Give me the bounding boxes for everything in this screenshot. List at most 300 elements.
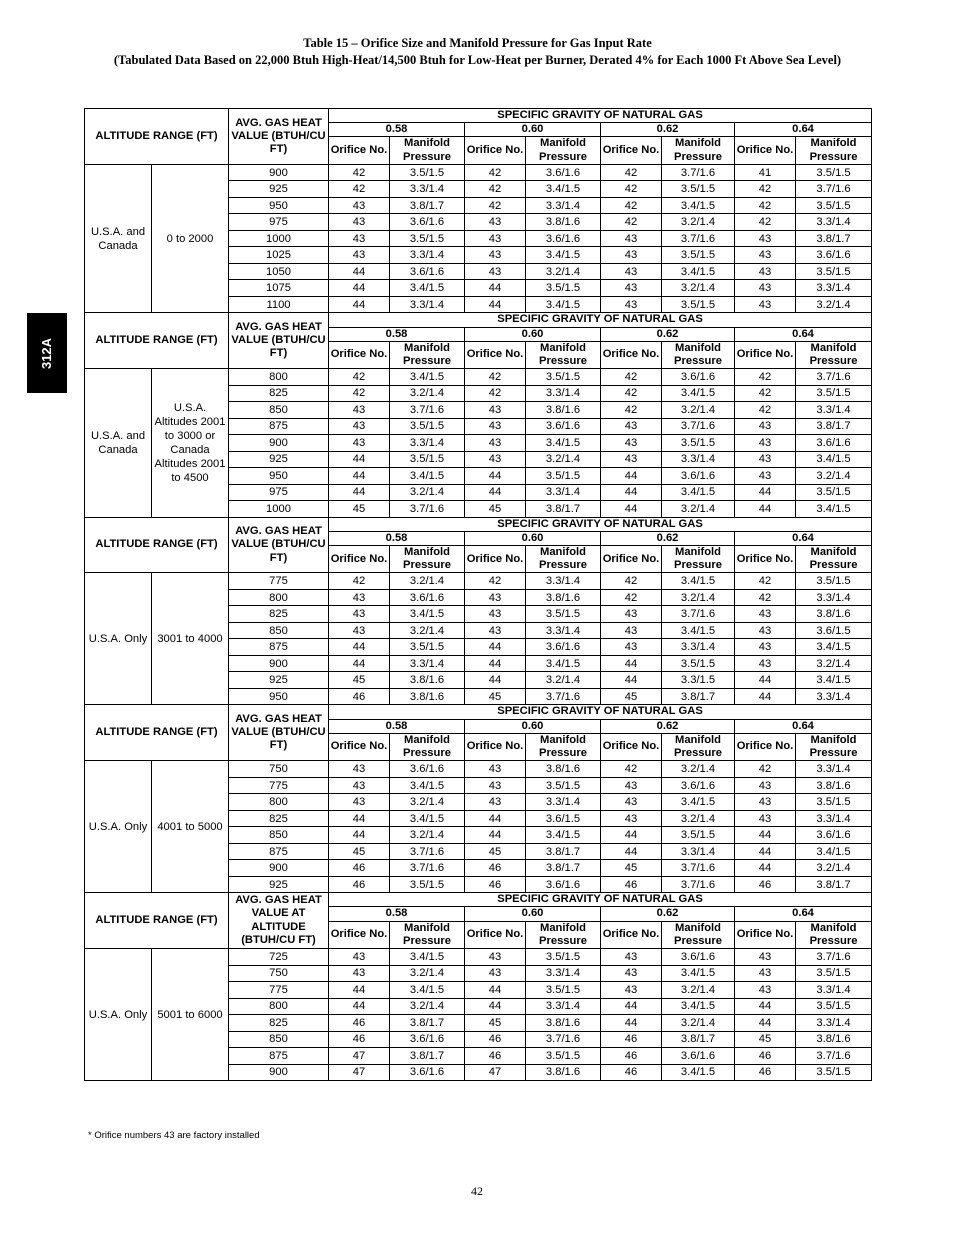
manifold-cell: 3.8/1.6 [526, 214, 601, 231]
manifold-cell: 3.2/1.4 [526, 451, 601, 468]
manifold-cell: 3.8/1.6 [796, 1031, 872, 1048]
manifold-cell: 3.6/1.5 [526, 810, 601, 827]
specific-gravity-header: SPECIFIC GRAVITY OF NATURAL GAS [329, 893, 872, 907]
orifice-header: Orifice No. [329, 921, 390, 948]
orifice-cell: 45 [465, 1015, 526, 1032]
orifice-cell: 43 [329, 777, 390, 794]
orifice-header: Orifice No. [601, 733, 662, 760]
orifice-cell: 44 [465, 296, 526, 313]
manifold-cell: 3.3/1.4 [390, 181, 465, 198]
manifold-cell: 3.4/1.5 [526, 247, 601, 264]
orifice-cell: 43 [329, 435, 390, 452]
manifold-cell: 3.6/1.6 [390, 761, 465, 778]
orifice-header: Orifice No. [735, 733, 796, 760]
altitude-range-header: ALTITUDE RANGE (FT) [85, 893, 229, 949]
manifold-cell: 3.2/1.4 [796, 655, 872, 672]
manifold-cell: 3.7/1.6 [526, 688, 601, 705]
orifice-cell: 45 [329, 672, 390, 689]
altitude-range-header: ALTITUDE RANGE (FT) [85, 109, 229, 165]
orifice-cell: 42 [601, 181, 662, 198]
manifold-cell: 3.4/1.5 [662, 197, 735, 214]
manifold-cell: 3.6/1.6 [662, 369, 735, 386]
orifice-cell: 42 [735, 369, 796, 386]
manifold-cell: 3.8/1.7 [796, 876, 872, 893]
heat-value-cell: 775 [229, 982, 329, 999]
heat-value-cell: 750 [229, 761, 329, 778]
manifold-cell: 3.7/1.6 [796, 949, 872, 966]
manifold-cell: 3.6/1.6 [796, 435, 872, 452]
orifice-cell: 44 [735, 860, 796, 877]
orifice-cell: 43 [329, 197, 390, 214]
gravity-header: 0.64 [735, 327, 872, 341]
orifice-cell: 43 [465, 214, 526, 231]
manifold-cell: 3.3/1.5 [662, 672, 735, 689]
orifice-cell: 46 [735, 1048, 796, 1065]
orifice-cell: 43 [329, 761, 390, 778]
orifice-cell: 45 [465, 843, 526, 860]
orifice-cell: 41 [735, 164, 796, 181]
orifice-cell: 43 [329, 606, 390, 623]
orifice-cell: 43 [329, 247, 390, 264]
heat-value-cell: 800 [229, 794, 329, 811]
orifice-cell: 43 [601, 777, 662, 794]
orifice-header: Orifice No. [329, 341, 390, 368]
orifice-cell: 42 [735, 402, 796, 419]
manifold-cell: 3.8/1.6 [526, 1015, 601, 1032]
gravity-header: 0.58 [329, 719, 465, 733]
orifice-cell: 42 [601, 402, 662, 419]
orifice-cell: 45 [329, 843, 390, 860]
orifice-cell: 44 [735, 484, 796, 501]
orifice-cell: 44 [465, 672, 526, 689]
heat-value-cell: 1000 [229, 230, 329, 247]
heat-value-cell: 850 [229, 827, 329, 844]
orifice-cell: 42 [465, 164, 526, 181]
manifold-cell: 3.3/1.4 [526, 484, 601, 501]
orifice-cell: 43 [329, 965, 390, 982]
page-number: 42 [471, 1184, 483, 1198]
manifold-cell: 3.4/1.5 [662, 965, 735, 982]
altitude-range-cell: U.S.A. Altitudes 2001 to 3000 or Canada Altitudes 2001 to 4500 [152, 369, 229, 518]
orifice-cell: 43 [329, 418, 390, 435]
manifold-cell: 3.2/1.4 [526, 263, 601, 280]
manifold-cell: 3.5/1.5 [526, 468, 601, 485]
orifice-cell: 42 [465, 385, 526, 402]
section-header-row [85, 517, 872, 531]
orifice-cell: 43 [465, 606, 526, 623]
manifold-cell: 3.5/1.5 [662, 247, 735, 264]
orifice-cell: 43 [465, 263, 526, 280]
orifice-cell: 43 [601, 949, 662, 966]
manifold-cell: 3.6/1.6 [796, 827, 872, 844]
orifice-cell: 43 [735, 949, 796, 966]
orifice-cell: 43 [735, 418, 796, 435]
region-cell: U.S.A. Only [85, 573, 152, 705]
region-cell: U.S.A. and Canada [85, 369, 152, 518]
manifold-cell: 3.3/1.4 [662, 451, 735, 468]
heat-value-cell: 1000 [229, 501, 329, 518]
manifold-header: Manifold Pressure [526, 341, 601, 368]
heat-value-cell: 775 [229, 573, 329, 590]
table-row [85, 369, 872, 386]
heat-value-cell: 875 [229, 843, 329, 860]
orifice-cell: 44 [735, 688, 796, 705]
manifold-cell: 3.3/1.4 [526, 965, 601, 982]
manifold-cell: 3.4/1.5 [390, 949, 465, 966]
orifice-cell: 43 [735, 468, 796, 485]
manifold-cell: 3.5/1.5 [390, 230, 465, 247]
manifold-cell: 3.3/1.4 [390, 247, 465, 264]
manifold-cell: 3.2/1.4 [662, 810, 735, 827]
orifice-cell: 44 [601, 672, 662, 689]
table-title-line1: Table 15 – Orifice Size and Manifold Pressure for Gas Input Rate [303, 36, 652, 50]
orifice-header: Orifice No. [601, 341, 662, 368]
manifold-cell: 3.6/1.5 [796, 622, 872, 639]
manifold-header: Manifold Pressure [796, 546, 872, 573]
orifice-cell: 44 [601, 827, 662, 844]
gravity-header: 0.60 [465, 907, 601, 921]
orifice-cell: 43 [601, 982, 662, 999]
heat-value-cell: 800 [229, 998, 329, 1015]
manifold-cell: 3.8/1.7 [526, 843, 601, 860]
manifold-cell: 3.8/1.6 [796, 606, 872, 623]
manifold-cell: 3.3/1.4 [796, 810, 872, 827]
manifold-cell: 3.5/1.5 [526, 369, 601, 386]
manifold-cell: 3.4/1.5 [662, 998, 735, 1015]
manifold-cell: 3.5/1.5 [796, 965, 872, 982]
manifold-cell: 3.8/1.7 [526, 860, 601, 877]
heat-value-cell: 825 [229, 606, 329, 623]
altitude-range-header: ALTITUDE RANGE (FT) [85, 705, 229, 761]
manifold-cell: 3.4/1.5 [662, 794, 735, 811]
section-header-row [85, 313, 872, 327]
orifice-cell: 45 [329, 501, 390, 518]
manifold-cell: 3.5/1.5 [526, 949, 601, 966]
orifice-cell: 44 [465, 484, 526, 501]
manifold-cell: 3.5/1.5 [390, 639, 465, 656]
orifice-cell: 44 [601, 843, 662, 860]
table-row [85, 949, 872, 966]
orifice-cell: 44 [465, 998, 526, 1015]
heat-value-header: AVG. GAS HEAT VALUE (BTUH/CU FT) [229, 313, 329, 369]
orifice-cell: 44 [465, 655, 526, 672]
orifice-cell: 43 [735, 982, 796, 999]
manifold-cell: 3.6/1.6 [526, 230, 601, 247]
heat-value-cell: 900 [229, 1064, 329, 1081]
manifold-cell: 3.2/1.4 [390, 385, 465, 402]
manifold-header: Manifold Pressure [390, 546, 465, 573]
manifold-cell: 3.2/1.4 [796, 468, 872, 485]
orifice-cell: 45 [601, 860, 662, 877]
orifice-cell: 43 [465, 435, 526, 452]
orifice-cell: 43 [601, 247, 662, 264]
orifice-cell: 46 [465, 1048, 526, 1065]
heat-value-cell: 1100 [229, 296, 329, 313]
manifold-cell: 3.5/1.5 [796, 263, 872, 280]
orifice-cell: 42 [465, 181, 526, 198]
manifold-cell: 3.6/1.6 [662, 468, 735, 485]
side-tab [27, 313, 67, 393]
manifold-cell: 3.2/1.4 [796, 860, 872, 877]
manifold-cell: 3.6/1.6 [662, 777, 735, 794]
orifice-header: Orifice No. [735, 341, 796, 368]
orifice-cell: 44 [329, 982, 390, 999]
manifold-cell: 3.8/1.6 [526, 589, 601, 606]
orifice-cell: 42 [735, 589, 796, 606]
orifice-cell: 43 [465, 794, 526, 811]
heat-value-cell: 900 [229, 860, 329, 877]
orifice-header: Orifice No. [329, 733, 390, 760]
gravity-header: 0.60 [465, 123, 601, 137]
manifold-cell: 3.3/1.4 [796, 761, 872, 778]
manifold-header: Manifold Pressure [796, 137, 872, 164]
orifice-cell: 43 [735, 280, 796, 297]
orifice-cell: 43 [735, 810, 796, 827]
manifold-cell: 3.2/1.4 [390, 827, 465, 844]
manifold-header: Manifold Pressure [526, 921, 601, 948]
manifold-cell: 3.8/1.7 [526, 501, 601, 518]
orifice-cell: 44 [735, 1015, 796, 1032]
manifold-cell: 3.5/1.5 [526, 982, 601, 999]
manifold-cell: 3.4/1.5 [662, 573, 735, 590]
orifice-cell: 44 [465, 810, 526, 827]
manifold-header: Manifold Pressure [390, 137, 465, 164]
orifice-cell: 43 [735, 451, 796, 468]
orifice-cell: 43 [465, 589, 526, 606]
orifice-cell: 43 [735, 435, 796, 452]
manifold-cell: 3.5/1.5 [796, 484, 872, 501]
heat-value-cell: 800 [229, 369, 329, 386]
heat-value-cell: 850 [229, 622, 329, 639]
orifice-cell: 43 [329, 230, 390, 247]
manifold-cell: 3.5/1.5 [662, 655, 735, 672]
orifice-cell: 44 [735, 998, 796, 1015]
orifice-cell: 44 [465, 982, 526, 999]
manifold-cell: 3.5/1.5 [390, 451, 465, 468]
manifold-cell: 3.6/1.6 [662, 949, 735, 966]
heat-value-cell: 850 [229, 402, 329, 419]
manifold-header: Manifold Pressure [390, 921, 465, 948]
gravity-header: 0.62 [601, 123, 735, 137]
manifold-header: Manifold Pressure [526, 137, 601, 164]
orifice-cell: 42 [601, 197, 662, 214]
manifold-cell: 3.4/1.5 [390, 777, 465, 794]
orifice-header: Orifice No. [601, 546, 662, 573]
orifice-cell: 43 [735, 965, 796, 982]
manifold-cell: 3.4/1.5 [390, 369, 465, 386]
manifold-cell: 3.4/1.5 [390, 468, 465, 485]
section-header-row [85, 705, 872, 719]
manifold-cell: 3.5/1.5 [662, 827, 735, 844]
orifice-cell: 42 [601, 589, 662, 606]
manifold-cell: 3.7/1.6 [796, 369, 872, 386]
manifold-cell: 3.3/1.4 [662, 639, 735, 656]
manifold-cell: 3.2/1.4 [796, 296, 872, 313]
orifice-cell: 44 [735, 827, 796, 844]
orifice-cell: 46 [329, 1031, 390, 1048]
orifice-cell: 43 [735, 655, 796, 672]
orifice-cell: 42 [465, 197, 526, 214]
orifice-cell: 43 [465, 451, 526, 468]
orifice-cell: 42 [735, 214, 796, 231]
orifice-cell: 42 [601, 214, 662, 231]
manifold-cell: 3.5/1.5 [796, 573, 872, 590]
manifold-cell: 3.4/1.5 [662, 263, 735, 280]
orifice-cell: 44 [735, 672, 796, 689]
manifold-cell: 3.3/1.4 [526, 385, 601, 402]
manifold-cell: 3.5/1.5 [526, 280, 601, 297]
manifold-cell: 3.2/1.4 [390, 622, 465, 639]
manifold-cell: 3.4/1.5 [390, 810, 465, 827]
altitude-range-header: ALTITUDE RANGE (FT) [85, 313, 229, 369]
orifice-cell: 43 [465, 622, 526, 639]
manifold-cell: 3.3/1.4 [796, 402, 872, 419]
orifice-cell: 45 [735, 1031, 796, 1048]
side-tab-label: 312A [39, 337, 55, 369]
manifold-cell: 3.7/1.6 [390, 501, 465, 518]
orifice-cell: 44 [329, 468, 390, 485]
manifold-header: Manifold Pressure [662, 921, 735, 948]
gravity-header: 0.64 [735, 907, 872, 921]
orifice-cell: 42 [465, 369, 526, 386]
orifice-cell: 43 [735, 230, 796, 247]
manifold-cell: 3.6/1.6 [390, 1031, 465, 1048]
heat-value-cell: 975 [229, 484, 329, 501]
manifold-cell: 3.3/1.4 [526, 197, 601, 214]
manifold-cell: 3.8/1.6 [526, 1064, 601, 1081]
manifold-cell: 3.4/1.5 [796, 639, 872, 656]
orifice-cell: 43 [601, 606, 662, 623]
heat-value-cell: 1025 [229, 247, 329, 264]
heat-value-cell: 800 [229, 589, 329, 606]
heat-value-cell: 875 [229, 639, 329, 656]
altitude-range-cell: 4001 to 5000 [152, 761, 229, 893]
manifold-header: Manifold Pressure [662, 341, 735, 368]
heat-value-header: AVG. GAS HEAT VALUE (BTUH/CU FT) [229, 109, 329, 165]
heat-value-cell: 900 [229, 164, 329, 181]
manifold-cell: 3.7/1.6 [390, 843, 465, 860]
orifice-cell: 42 [735, 385, 796, 402]
manifold-cell: 3.3/1.4 [390, 655, 465, 672]
orifice-cell: 44 [329, 484, 390, 501]
orifice-cell: 43 [329, 622, 390, 639]
heat-value-cell: 1075 [229, 280, 329, 297]
manifold-cell: 3.6/1.6 [796, 247, 872, 264]
table-title-line2: (Tabulated Data Based on 22,000 Btuh High-Heat/14,500 Btuh for Low-Heat per Burner, Derated 4% for Each 1000 Ft Above Sea Level) [113, 53, 842, 67]
orifice-cell: 42 [329, 369, 390, 386]
orifice-header: Orifice No. [465, 137, 526, 164]
heat-value-cell: 750 [229, 965, 329, 982]
manifold-cell: 3.6/1.6 [526, 164, 601, 181]
manifold-cell: 3.2/1.4 [390, 484, 465, 501]
orifice-cell: 43 [735, 622, 796, 639]
heat-value-cell: 900 [229, 435, 329, 452]
orifice-cell: 42 [329, 385, 390, 402]
gravity-header: 0.62 [601, 907, 735, 921]
manifold-cell: 3.4/1.5 [526, 296, 601, 313]
orifice-cell: 46 [735, 876, 796, 893]
manifold-cell: 3.6/1.6 [526, 418, 601, 435]
orifice-cell: 43 [601, 622, 662, 639]
orifice-cell: 46 [329, 876, 390, 893]
heat-value-cell: 925 [229, 451, 329, 468]
manifold-header: Manifold Pressure [662, 137, 735, 164]
section-header-row [85, 893, 872, 907]
orifice-cell: 44 [329, 998, 390, 1015]
orifice-cell: 43 [465, 230, 526, 247]
manifold-cell: 3.6/1.6 [526, 876, 601, 893]
orifice-cell: 43 [601, 230, 662, 247]
orifice-cell: 46 [465, 860, 526, 877]
specific-gravity-header: SPECIFIC GRAVITY OF NATURAL GAS [329, 705, 872, 719]
heat-value-cell: 850 [229, 1031, 329, 1048]
gravity-header: 0.62 [601, 719, 735, 733]
orifice-cell: 46 [329, 860, 390, 877]
manifold-cell: 3.4/1.5 [796, 672, 872, 689]
altitude-range-cell: 0 to 2000 [152, 164, 229, 313]
gravity-header: 0.60 [465, 327, 601, 341]
orifice-cell: 46 [329, 688, 390, 705]
manifold-cell: 3.4/1.5 [662, 484, 735, 501]
altitude-range-cell: 3001 to 4000 [152, 573, 229, 705]
manifold-cell: 3.7/1.6 [662, 606, 735, 623]
manifold-cell: 3.4/1.5 [526, 181, 601, 198]
heat-value-cell: 950 [229, 468, 329, 485]
orifice-cell: 43 [735, 296, 796, 313]
gravity-header: 0.64 [735, 719, 872, 733]
gravity-header: 0.58 [329, 531, 465, 545]
orifice-cell: 44 [601, 655, 662, 672]
heat-value-cell: 825 [229, 1015, 329, 1032]
orifice-cell: 44 [329, 639, 390, 656]
orifice-header: Orifice No. [329, 546, 390, 573]
region-cell: U.S.A. Only [85, 761, 152, 893]
manifold-header: Manifold Pressure [796, 921, 872, 948]
manifold-cell: 3.2/1.4 [662, 402, 735, 419]
orifice-cell: 46 [601, 1064, 662, 1081]
manifold-header: Manifold Pressure [526, 733, 601, 760]
orifice-header: Orifice No. [465, 921, 526, 948]
manifold-cell: 3.3/1.4 [526, 622, 601, 639]
manifold-header: Manifold Pressure [796, 733, 872, 760]
manifold-cell: 3.2/1.4 [662, 501, 735, 518]
orifice-header: Orifice No. [465, 546, 526, 573]
manifold-cell: 3.5/1.5 [796, 385, 872, 402]
orifice-header: Orifice No. [329, 137, 390, 164]
heat-value-cell: 875 [229, 1048, 329, 1065]
orifice-cell: 42 [601, 761, 662, 778]
manifold-cell: 3.4/1.5 [526, 827, 601, 844]
manifold-cell: 3.4/1.5 [796, 451, 872, 468]
manifold-cell: 3.8/1.7 [662, 688, 735, 705]
orifice-cell: 42 [735, 573, 796, 590]
manifold-cell: 3.5/1.5 [796, 164, 872, 181]
manifold-cell: 3.2/1.4 [662, 982, 735, 999]
orifice-cell: 43 [465, 418, 526, 435]
orifice-cell: 42 [601, 369, 662, 386]
manifold-cell: 3.2/1.4 [526, 672, 601, 689]
orifice-cell: 42 [329, 164, 390, 181]
orifice-cell: 46 [601, 1048, 662, 1065]
orifice-header: Orifice No. [601, 921, 662, 948]
manifold-cell: 3.5/1.5 [526, 1048, 601, 1065]
manifold-cell: 3.7/1.6 [662, 164, 735, 181]
manifold-cell: 3.3/1.4 [526, 573, 601, 590]
orifice-cell: 43 [601, 639, 662, 656]
orifice-cell: 44 [329, 451, 390, 468]
orifice-cell: 42 [735, 181, 796, 198]
orifice-cell: 46 [601, 876, 662, 893]
